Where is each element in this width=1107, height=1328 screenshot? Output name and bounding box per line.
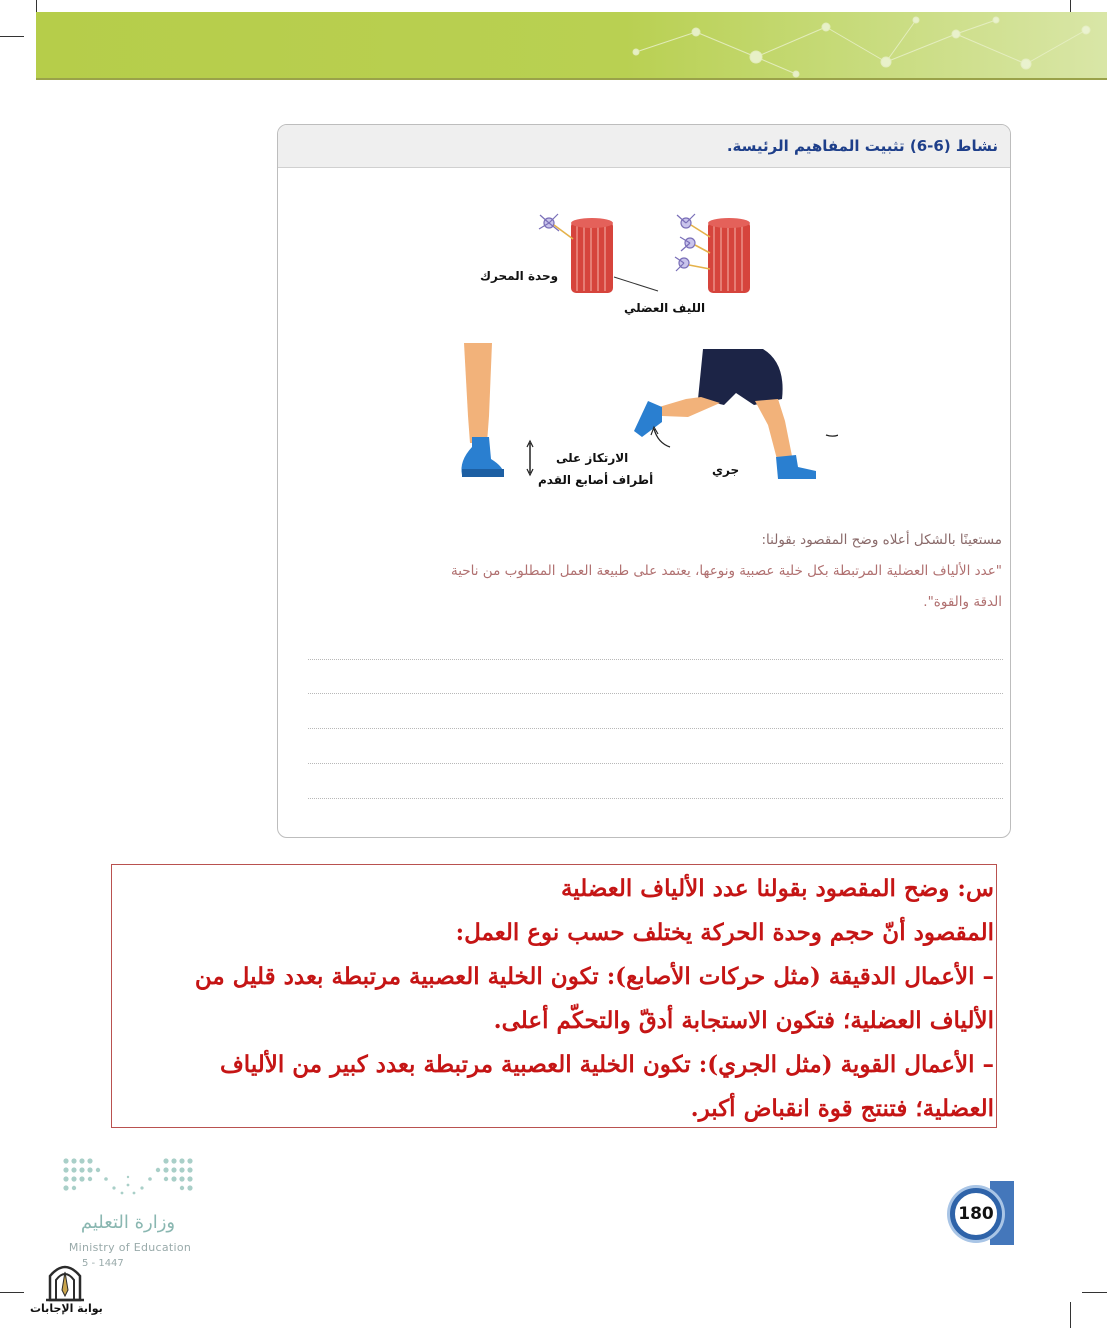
neuron-cluster-icon [675, 214, 710, 271]
running-legs-icon [634, 349, 816, 479]
page-number: 180 [950, 1188, 1002, 1240]
label-motor-unit: وحدة المحرك [480, 269, 559, 283]
molecule-pattern-icon [36, 12, 1107, 78]
label-muscle-fiber: الليف العضلي [624, 301, 706, 315]
activity-title: نشاط (6-6) تثبيت المفاهيم الرئيسة. [278, 125, 1010, 168]
question-lead: مستعينًا بالشكل أعلاه وضح المقصود بقولنا: [761, 532, 1002, 548]
label-tiptoe-line1: الارتكاز على [556, 451, 629, 465]
answer-line [308, 763, 1003, 764]
motor-unit-figure [418, 211, 838, 501]
label-running: جري [712, 463, 740, 477]
question-quote-line2: الدقة والقوة". [923, 594, 1002, 610]
answer-line-4: الألياف العضلية؛ فتكون الاستجابة أدقّ والتحكّم أعلى. [493, 1007, 994, 1034]
muscle-fiber-bundle-icon [571, 218, 613, 293]
ministry-logo-icon [60, 1155, 200, 1205]
answer-line-2: المقصود أنّ حجم وحدة الحركة يختلف حسب نوع العمل: [455, 919, 994, 946]
answer-line-1: س: وضح المقصود بقولنا عدد الألياف العضلية [560, 875, 994, 902]
answer-line [308, 728, 1003, 729]
question-quote-line1: "عدد الألياف العضلية المرتبطة بكل خلية عصبية ونوعها، يعتمد على طبيعة العمل المطلوب من ناحية [450, 563, 1002, 579]
answer-line [308, 659, 1003, 660]
header-banner [36, 12, 1107, 80]
tiptoe-leg-icon [461, 343, 504, 477]
crop-mark [0, 1292, 24, 1293]
neuron-icon [539, 214, 573, 239]
crop-mark [1082, 1292, 1107, 1293]
crop-mark [1070, 1302, 1071, 1328]
answer-line-3: – الأعمال الدقيقة (مثل حركات الأصابع): تكون الخلية العصبية مرتبطة بعدد قليل من [194, 963, 994, 990]
answer-box [111, 864, 997, 1128]
ministry-year: 5 - 1447 [82, 1258, 124, 1269]
ministry-name-ar: وزارة التعليم [80, 1212, 176, 1233]
answer-line-6: العضلية؛ فتنتج قوة انقباض أكبر. [690, 1095, 994, 1122]
muscle-fiber-bundle-icon [708, 218, 750, 293]
site-logo-icon [44, 1256, 86, 1302]
answer-line [308, 693, 1003, 694]
activity-box [277, 124, 1011, 838]
label-tiptoe-line2: أطراف أصابع القدم [538, 473, 654, 487]
question-text [302, 525, 1002, 618]
answer-line-5: – الأعمال القوية (مثل الجري): تكون الخلية العصبية مرتبطة بعدد كبير من الألياف [219, 1051, 994, 1078]
site-label: بوابة الإجابات [30, 1302, 103, 1315]
answer-line [308, 798, 1003, 799]
ministry-name-en: Ministry of Education [68, 1241, 192, 1254]
crop-mark [0, 36, 24, 37]
